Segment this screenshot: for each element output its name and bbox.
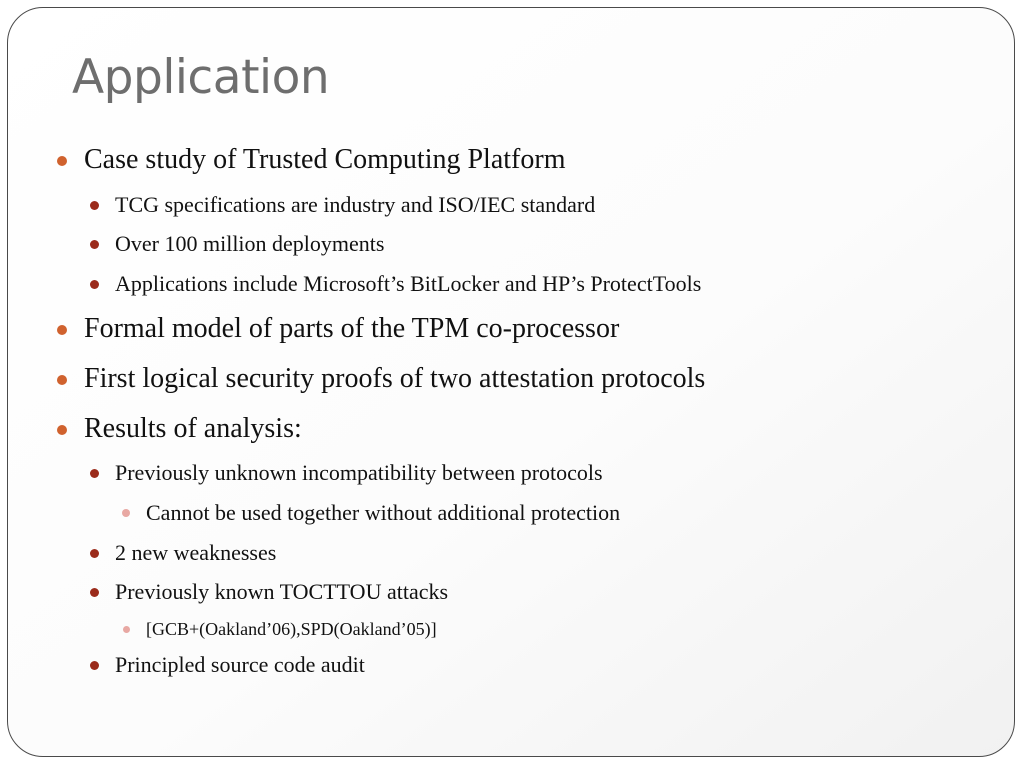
bullet-dot-icon xyxy=(57,325,67,335)
bullet-level2 xyxy=(115,460,603,486)
bullet-text: Applications include Microsoft’s BitLocker and HP’s ProtectTools xyxy=(115,271,702,296)
bullet-text: Results of analysis: xyxy=(84,413,302,444)
bullet-level2 xyxy=(115,271,701,297)
bullet-text: [GCB+(Oakland’06),SPD(Oakland’05)] xyxy=(146,619,437,639)
bullet-level1 xyxy=(84,313,619,345)
bullet-dot-icon xyxy=(90,588,99,597)
bullet-text: Formal model of parts of the TPM co-processor xyxy=(84,313,620,344)
bullet-dot-icon xyxy=(90,549,99,558)
bullet-level2 xyxy=(115,540,276,566)
bullet-text: Case study of Trusted Computing Platform xyxy=(84,144,566,175)
bullet-level1 xyxy=(84,144,565,176)
bullet-text: TCG specifications are industry and ISO/IEC standard xyxy=(115,192,596,217)
bullet-text: Previously unknown incompatibility between protocols xyxy=(115,460,603,485)
bullet-level2 xyxy=(115,652,365,678)
bullet-dot-icon xyxy=(90,661,99,670)
bullet-dot-icon xyxy=(57,425,67,435)
bullet-dot-icon xyxy=(90,201,99,210)
bullet-text: 2 new weaknesses xyxy=(115,540,277,565)
bullet-text: Principled source code audit xyxy=(115,652,365,677)
slide-title: Application xyxy=(72,50,330,105)
bullet-dot-icon xyxy=(122,509,130,517)
bullet-level2 xyxy=(115,192,595,218)
bullet-level2 xyxy=(115,579,448,605)
bullet-text: Previously known TOCTTOU attacks xyxy=(115,579,449,604)
bullet-level3 xyxy=(146,500,620,526)
bullet-level1 xyxy=(84,413,302,445)
bullet-dot-icon xyxy=(90,469,99,478)
bullet-text: First logical security proofs of two attestation protocols xyxy=(84,363,706,394)
bullet-text: Cannot be used together without additional protection xyxy=(146,500,621,525)
bullet-level2 xyxy=(115,231,384,257)
bullet-text: Over 100 million deployments xyxy=(115,231,385,256)
bullet-dot-icon xyxy=(57,156,67,166)
bullet-dot-icon xyxy=(90,280,99,289)
bullet-level3 xyxy=(146,619,437,640)
bullet-dot-icon xyxy=(123,626,130,633)
bullet-level1 xyxy=(84,363,705,395)
bullet-dot-icon xyxy=(90,240,99,249)
bullet-dot-icon xyxy=(57,375,67,385)
